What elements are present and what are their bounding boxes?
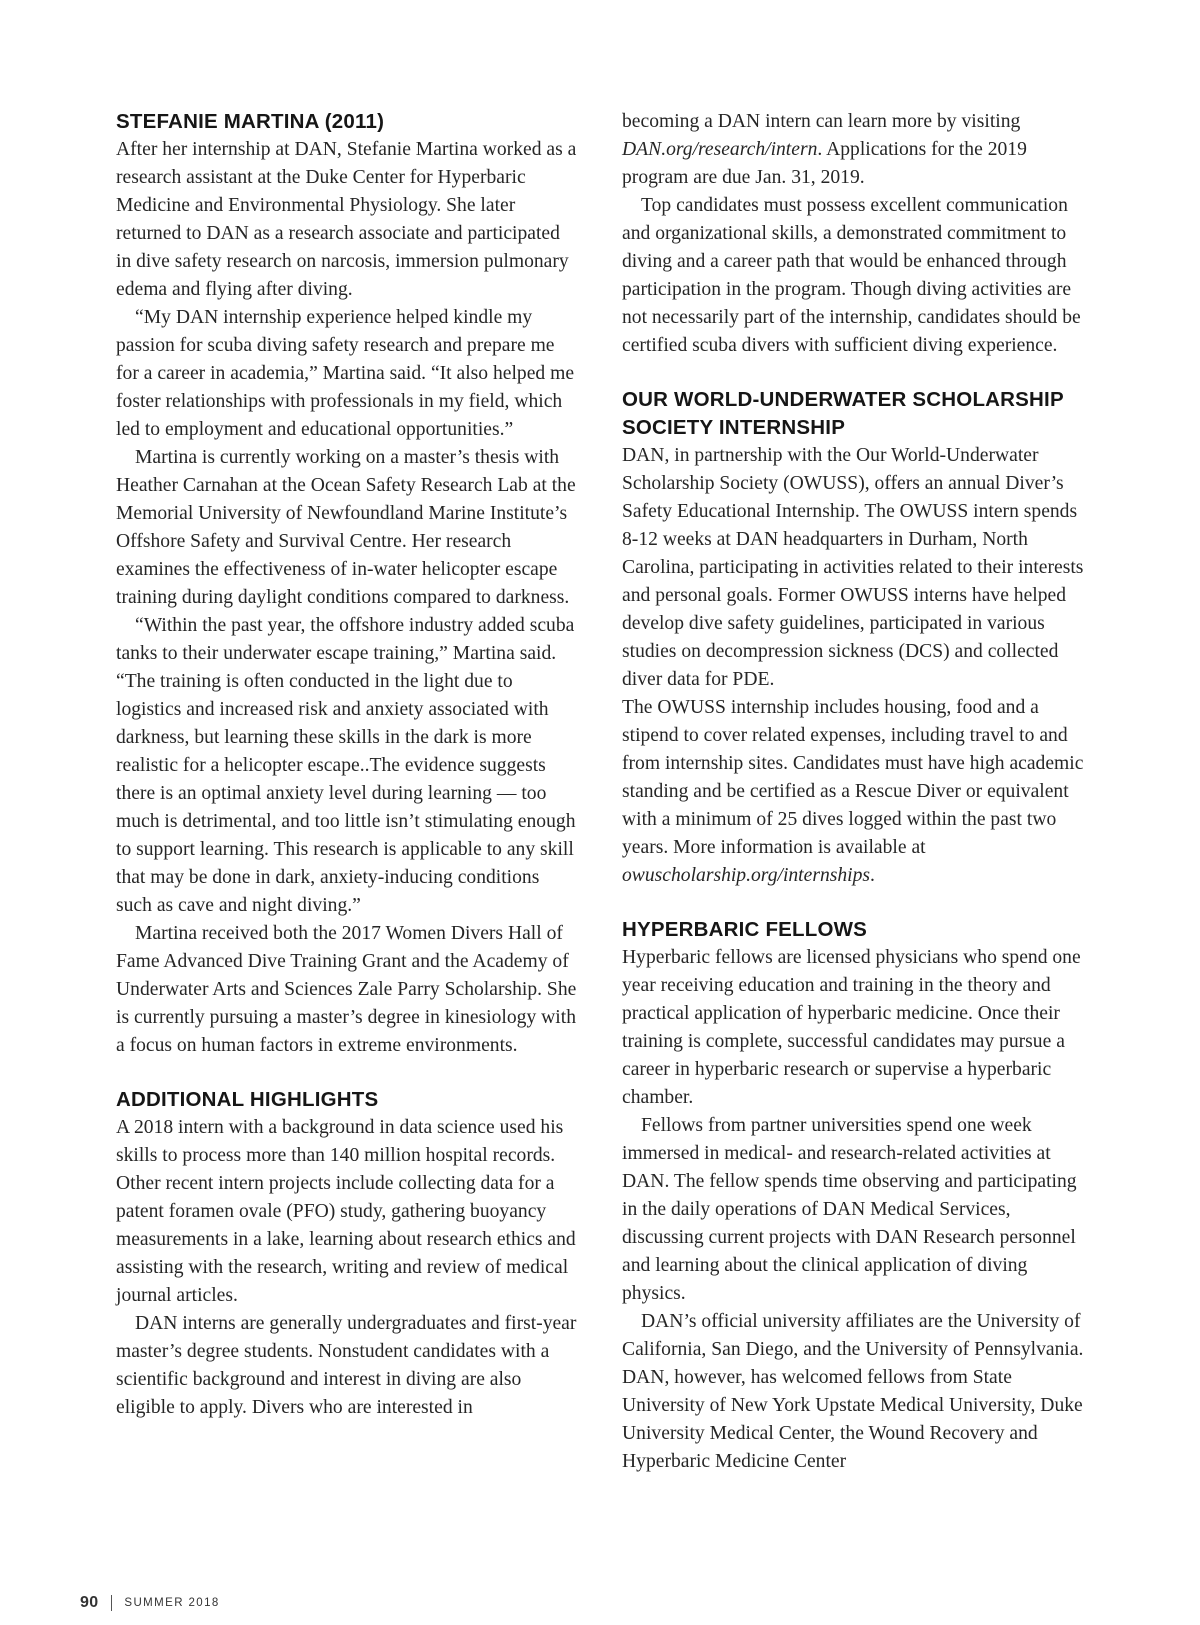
right-column	[622, 108, 1092, 1476]
paragraph-intern-projects: A 2018 intern with a background in data science used his skills to process more than 140 million hospital records. Other recent intern projects include collecting data for a patent foramen ovale (PFO) study, gathering buoyancy measurements in a lake, learning about research ethics and assisting with the research, writing and review of medical journal articles.	[116, 1117, 576, 1306]
section-heading-stefanie-martina: STEFANIE MARTINA (2011)	[116, 110, 385, 133]
paragraph-martina-quote-1: “My DAN internship experience helped kindle my passion for scuba diving safety research and prepare me for a career in academia,” Martina said. “It also helped me foster relationships with professionals in my field, which led to employment and educational opportunities.”	[116, 307, 575, 440]
section-heading-additional-highlights: ADDITIONAL HIGHLIGHTS	[116, 1088, 379, 1111]
issue-label: SUMMER 2018	[124, 1597, 220, 1609]
page-footer	[80, 1594, 220, 1612]
paragraph-martina-quote-2: “Within the past year, the offshore industry added scuba tanks to their underwater escape training,” Martina said. “The training is often conducted in the light due to logistics and increased risk and anxiety associated with darkness, but learning these skills in the dark is more realistic for a helicopter escape..The evidence suggests there is an optimal anxiety level during learning — too much is detrimental, and too little isn’t stimulating enough to support learning. This research is applicable to any skill that may be done in dark, anxiety-inducing conditions such as cave and night diving.”	[116, 615, 576, 916]
paragraph-fellows-overview: Hyperbaric fellows are licensed physicians who spend one year receiving education and training in the theory and practical application of hyperbaric medicine. Once their training is complete, successful candidates may pursue a career in hyperbaric research or supervise a hyperbaric chamber.	[622, 947, 1081, 1108]
section-heading-hyperbaric-fellows: HYPERBARIC FELLOWS	[622, 918, 868, 941]
owuss-requirements-text: The OWUSS internship includes housing, food and a stipend to cover related expenses, including travel to and from internship sites. Candidates must have high academic standing and be certified as a Rescue Diver or equivalent with a minimum of 25 dives logged within the past two years. More information is available at	[622, 697, 1084, 858]
left-column	[116, 108, 578, 1422]
paragraph-martina-career: After her internship at DAN, Stefanie Martina worked as a research assistant at the Duke Center for Hyperbaric Medicine and Environmental Physiology. She later returned to DAN as a research associate and participated in dive safety research on narcosis, immersion pulmonary edema and flying after diving.	[116, 139, 577, 300]
paragraph-fellows-partner-universities: Fellows from partner universities spend one week immersed in medical- and research-related activities at DAN. The fellow spends time observing and participating in the daily operations of DAN Medical Services, discussing current projects with DAN Research personnel and learning about the clinical application of diving physics.	[622, 1115, 1077, 1304]
paragraph-martina-thesis: Martina is currently working on a master’s thesis with Heather Carnahan at the Ocean Safety Research Lab at the Memorial University of Newfoundland Marine Institute’s Offshore Safety and Survival Centre. Her research examines the effectiveness of in-water helicopter escape training during daylight conditions compared to darkness.	[116, 447, 576, 608]
dan-intern-link[interactable]: DAN.org/research/intern	[622, 139, 818, 160]
section-heading-owuss-internship: OUR WORLD-UNDERWATER SCHOLARSHIP SOCIETY INTERNSHIP	[622, 388, 1064, 439]
application-text-end: . Applications for the 2019 program are due Jan. 31, 2019.	[622, 139, 1027, 188]
page-number: 90	[80, 1594, 99, 1611]
paragraph-intern-application	[622, 108, 1092, 192]
paragraph-intern-eligibility: DAN interns are generally undergraduates and first-year master’s degree students. Nonstudent candidates with a scientific background and interest in diving are also eligible to apply. Divers who are interested in	[116, 1313, 577, 1418]
owuss-requirements-end: .	[870, 865, 875, 886]
footer-divider	[111, 1595, 112, 1611]
application-text-start: becoming a DAN intern can learn more by visiting	[622, 111, 1021, 132]
paragraph-fellows-affiliates: DAN’s official university affiliates are the University of California, San Diego, and the University of Pennsylvania. DAN, however, has welcomed fellows from State University of New York Upstate Medical University, Duke University Medical Center, the Wound Recovery and Hyperbaric Medicine Center	[622, 1311, 1084, 1472]
owuss-internships-link[interactable]: owuscholarship.org/internships	[622, 865, 871, 886]
paragraph-martina-awards: Martina received both the 2017 Women Divers Hall of Fame Advanced Dive Training Grant and the Academy of Underwater Arts and Sciences Zale Parry Scholarship. She is currently pursuing a master’s degree in kinesiology with a focus on human factors in extreme environments.	[116, 923, 577, 1056]
paragraph-owuss-overview: DAN, in partnership with the Our World-Underwater Scholarship Society (OWUSS), offers an annual Diver’s Safety Educational Internship. The OWUSS intern spends 8-12 weeks at DAN headquarters in Durham, North Carolina, participating in activities related to their interests and personal goals. Former OWUSS interns have helped develop dive safety guidelines, participated in various studies on decompression sickness (DCS) and collected diver data for PDE.	[622, 445, 1084, 690]
paragraph-owuss-requirements	[622, 694, 1092, 890]
paragraph-top-candidates: Top candidates must possess excellent communication and organizational skills, a demonstrated commitment to diving and a career path that would be enhanced through participation in the program. Though diving activities are not necessarily part of the internship, candidates should be certified scuba divers with sufficient diving experience.	[622, 195, 1081, 356]
